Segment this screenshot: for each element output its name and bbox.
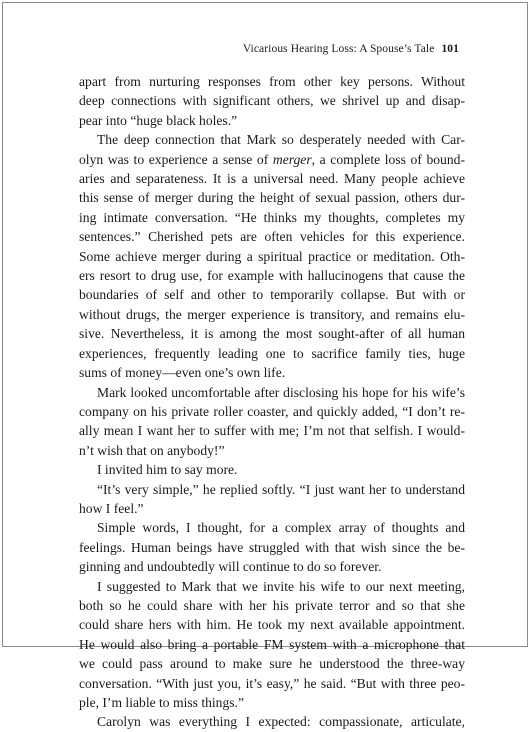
paragraph-2 <box>79 130 465 382</box>
text-line: conversation. “With just you, it’s easy,” he said. “But with three peo- <box>79 675 465 691</box>
body-text <box>79 72 465 732</box>
text-line: sums of money—even one’s own life. <box>79 365 286 381</box>
text-line: could share hers with him. He took my next available appointment. <box>79 617 465 633</box>
paragraph-8 <box>79 712 465 731</box>
text-line: The deep connection that Mark so desperately needed with Car- <box>97 132 465 148</box>
text-line: Carolyn was everything I expected: compassionate, articulate, <box>97 714 465 730</box>
emphasis-merger: merger <box>272 151 312 167</box>
text-line: sentences.” Cherished pets are often vehicles for this experience. <box>79 229 465 245</box>
paragraph-3 <box>79 383 465 461</box>
paragraph-1 <box>79 72 465 130</box>
text-line <box>79 150 465 169</box>
text-line: “It’s very simple,” he replied softly. “I just want her to understand <box>97 481 465 497</box>
text-line: company on his private roller coaster, and quickly added, “I don’t re- <box>79 403 465 419</box>
text-run: , a complete loss of bound- <box>311 151 465 167</box>
text-line: sive. Nevertheless, it is among the most sought-after of all human <box>79 326 465 342</box>
text-line: ginning and undoubtedly will continue to do so forever. <box>79 559 382 575</box>
text-line: I suggested to Mark that we invite his wife to our next meeting, <box>97 578 465 594</box>
text-line: Mark looked uncomfortable after disclosing his hope for his wife’s <box>97 384 465 400</box>
text-line: how I feel.” <box>79 500 144 516</box>
text-line: deep connections with significant others, we shrivel up and disap- <box>79 93 465 109</box>
text-line: both so he could share with her his private terror and so that she <box>79 597 465 613</box>
text-line: ple, I’m liable to miss things.” <box>79 695 244 710</box>
text-run: olyn was to experience a sense of <box>79 151 273 167</box>
text-line: Simple words, I thought, for a complex array of thoughts and <box>97 520 465 536</box>
text-line: pear into “huge black holes.” <box>79 112 238 128</box>
paragraph-6 <box>79 518 465 576</box>
paragraph-4 <box>79 460 465 479</box>
text-line: boundaries of self and other to temporarily collapse. But with or <box>79 287 465 303</box>
text-line: experiences, frequently leading one to sacrifice family ties, huge <box>79 345 465 361</box>
text-line: we could pass around to make sure he understood the three-way <box>79 656 465 672</box>
page-number: 101 <box>441 43 459 55</box>
text-line: ing intimate conversation. “He thinks my thoughts, completes my <box>79 209 465 225</box>
book-page <box>2 2 528 730</box>
text-line: I invited him to say more. <box>97 462 238 478</box>
text-line: Some achieve merger during a spiritual practice or meditation. Oth- <box>79 248 465 264</box>
text-line: ally mean I want her to suffer with me; I’m not that selfish. I would- <box>79 423 465 439</box>
running-title: Vicarious Hearing Loss: A Spouse’s Tale <box>242 43 435 55</box>
text-line: ers resort to drug use, for example with hallucinogens that cause the <box>79 268 465 284</box>
text-line: n’t wish that on anybody!” <box>79 442 225 458</box>
text-line: apart from nurturing responses from other key persons. Without <box>79 74 465 89</box>
text-line: He would also bring a portable FM system with a microphone that <box>79 636 465 652</box>
running-header <box>243 43 459 55</box>
text-line: feelings. Human beings have struggled with that wish since the be- <box>79 539 465 555</box>
text-line: without drugs, the merger experience is transitory, and remains elu- <box>79 306 465 322</box>
text-line: this sense of merger during the height of sexual passion, others dur- <box>79 190 465 206</box>
paragraph-5 <box>79 480 465 519</box>
paragraph-7 <box>79 577 465 713</box>
text-line: aries and separateness. It is a universal need. Many people achieve <box>79 171 465 187</box>
